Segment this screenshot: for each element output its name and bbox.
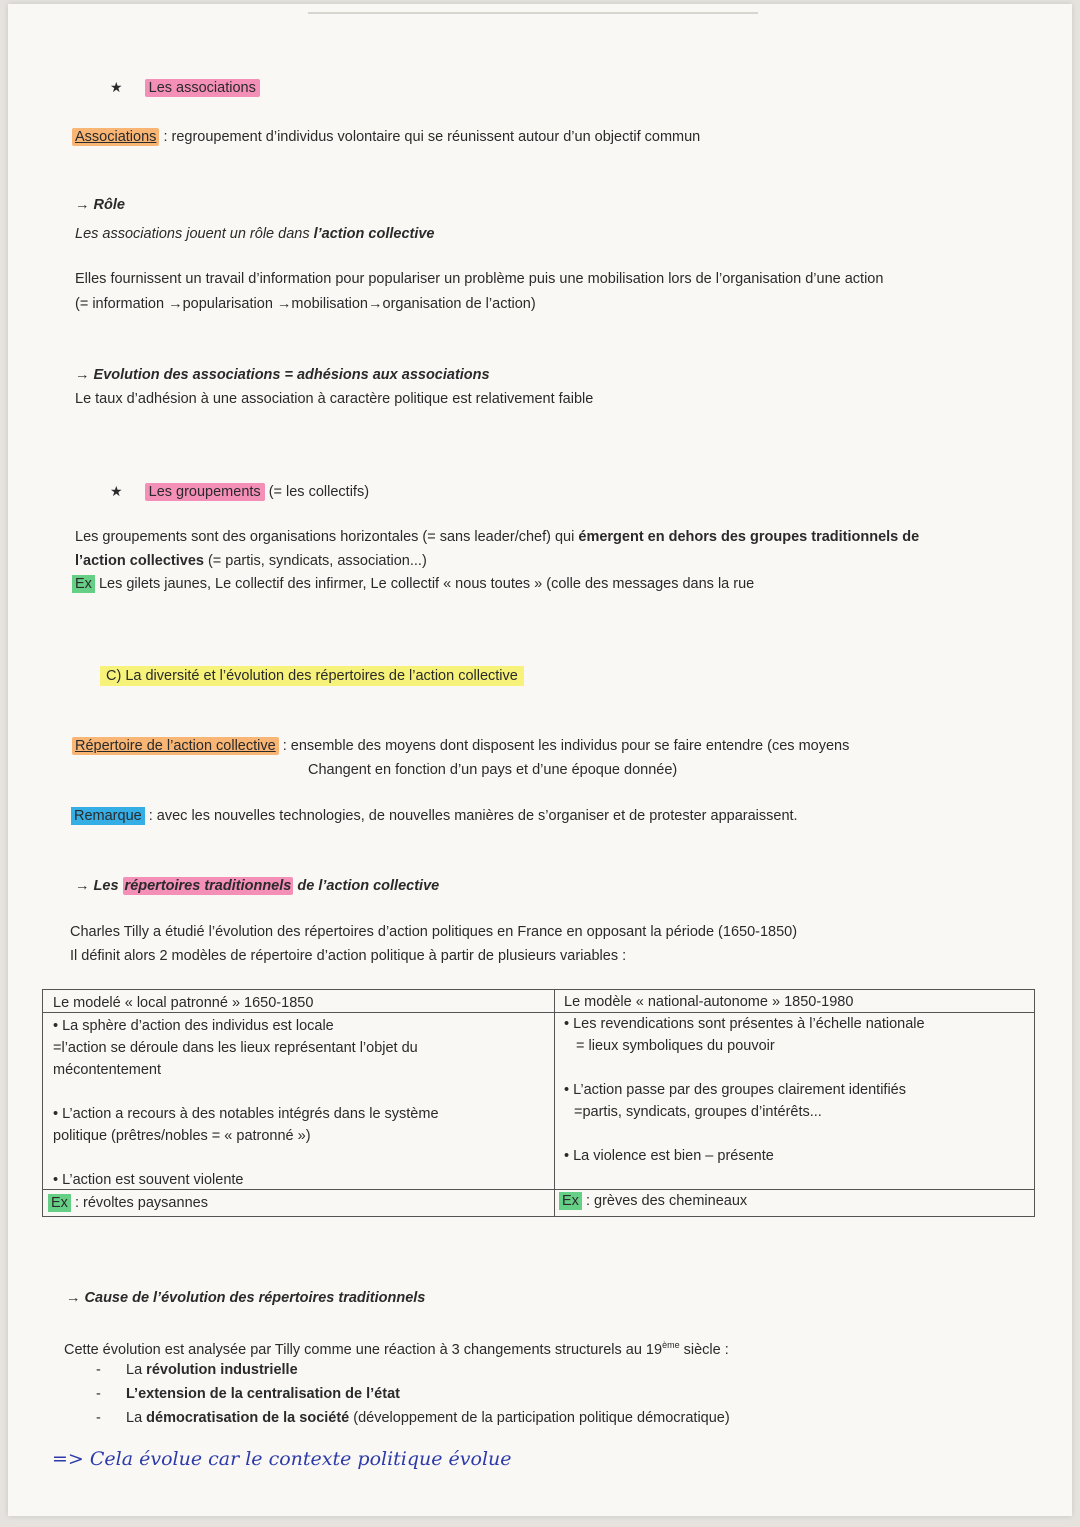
groupements-example [72,573,754,595]
evolution-title-row [75,364,490,386]
associations-definition: : regroupement d’individus volontaire qui se réunissent autour d’un objectif commun [163,129,701,145]
cause-item-bold: démocratisation de la société [146,1410,350,1426]
cause-title: Cause de l’évolution des répertoires traditionnels [84,1290,426,1306]
example-text: : révoltes paysannes [70,1195,208,1211]
example-label: Ex [72,575,95,593]
associations-heading-row [110,76,260,99]
cause-title-row [66,1287,425,1309]
example-label: Ex [48,1194,71,1212]
info-line-2 [75,293,536,315]
trad-title-highlight: répertoires traditionnels [124,878,292,894]
role-title-row [75,194,125,216]
cause-list-item [96,1383,400,1405]
dash-bullet: - [96,1410,101,1426]
cause-list-item [96,1407,730,1429]
left-model-line: politique (prêtres/nobles = « patronné ») [53,1128,311,1144]
groupements-line-1 [75,526,919,548]
groupements-heading: Les groupements [145,483,265,501]
models-table [42,989,1035,1217]
right-model-line: • L’action passe par des groupes clairement identifiés [564,1082,906,1098]
cause-intro [64,1334,729,1361]
right-model-example [559,1190,747,1212]
role-text-part: Les associations jouent un rôle dans [75,226,314,242]
trad-title-part: Les [93,878,123,894]
right-model-header: Le modèle « national-autonome » 1850-1980 [564,994,854,1010]
role-text [75,223,435,245]
cause-intro-sup: ème [662,1340,680,1350]
arrow-right-icon: → [75,197,90,213]
left-model-line: • L’action est souvent violente [53,1172,244,1188]
cause-item-bold: L’extension de la centralisation de l’état [126,1386,400,1402]
tilly-line-1: Charles Tilly a étudié l’évolution des répertoires d’action politiques en France en opposant la période (1650-1850) [70,924,798,940]
trad-title-row [75,875,439,897]
tilly-line-2: Il définit alors 2 modèles de répertoire d’action politique à partir de plusieurs variables : [70,948,627,964]
groupements-text-bold: émergent en dehors des groupes traditionnels de [578,529,920,545]
groupements-text: Les groupements sont des organisations horizontales (= sans leader/chef) qui [75,529,579,545]
arrow-right-icon: → [276,296,292,312]
table-column-divider [554,990,555,1216]
left-model-line: • L’action a recours à des notables intégrés dans le système [53,1106,439,1122]
dash-bullet: - [96,1362,101,1378]
left-model-example [48,1192,208,1214]
page-top-rule [308,12,758,14]
example-text: Les gilets jaunes, Le collectif des infirmer, Le collectif « nous toutes » (colle des messages dans la rue [94,576,755,592]
dash-bullet: - [96,1386,101,1402]
star-bullet-icon: ★ [110,79,123,95]
info-step: popularisation [182,296,277,312]
example-text: : grèves des chemineaux [581,1193,748,1209]
remarque-row [71,805,798,827]
trad-title-part: de l’action collective [293,878,440,894]
info-line-1: Elles fournissent un travail d’information pour populariser un problème puis une mobilisation lors de l’organisation d’une action [75,271,884,287]
associations-term: Associations [72,128,159,146]
groupements-text-bold: l’action collectives [75,553,204,569]
evolution-text: Le taux d’adhésion à une association à caractère politique est relativement faible [75,391,594,407]
left-model-line: =l’action se déroule dans les lieux représentant l’objet du [53,1040,418,1056]
cause-list-item [96,1359,298,1381]
evolution-title: Evolution des associations = adhésions aux associations [93,367,490,383]
cause-item-text: La [126,1362,147,1378]
cause-intro-text: siècle : [679,1341,729,1358]
star-bullet-icon: ★ [110,483,123,499]
right-model-line: • Les revendications sont présentes à l’échelle nationale [564,1016,925,1032]
right-model-line: =partis, syndicats, groupes d’intérêts... [574,1104,822,1120]
repertoire-term: Répertoire de l’action collective [72,737,279,755]
groupements-heading-row [110,480,369,503]
right-model-line: = lieux symboliques du pouvoir [576,1038,775,1054]
right-model-line: • La violence est bien – présente [564,1148,774,1164]
cause-intro-text: Cette évolution est analysée par Tilly comme une réaction à 3 changements structurels au 19 [64,1341,663,1358]
arrow-right-icon: → [168,296,183,312]
associations-heading: Les associations [145,79,260,97]
left-model-line: • La sphère d’action des individus est locale [53,1018,334,1034]
info-step: organisation de l’action) [382,296,536,312]
left-model-line: mécontentement [53,1062,162,1078]
repertoire-definition: : ensemble des moyens dont disposent les individus pour se faire entendre (ces moyens [278,738,850,754]
repertoire-definition-row [72,735,849,757]
cause-item-text: La [126,1410,147,1426]
arrow-right-icon: → [75,367,90,383]
example-label: Ex [559,1192,582,1210]
groupements-text: (= partis, syndicats, association...) [203,553,427,569]
remarque-text: : avec les nouvelles technologies, de nouvelles manières de s’organiser et de protester apparaissent. [144,808,798,824]
handwritten-conclusion: => Cela évolue car le contexte politique évolue [52,1448,512,1470]
info-step: (= information [75,296,169,312]
role-title: Rôle [93,197,125,213]
groupements-line-2 [75,550,427,572]
remarque-label: Remarque [71,807,145,825]
groupements-heading-suffix: (= les collectifs) [264,484,370,500]
repertoire-definition-cont: Changent en fonction d’un pays et d’une époque donnée) [308,762,678,778]
cause-item-text: (développement de la participation politique démocratique) [349,1410,730,1426]
section-c-heading-row [100,665,524,687]
left-model-header: Le modelé « local patronné » 1650-1850 [53,995,314,1011]
info-step: mobilisation [291,296,368,312]
role-text-bold: l’action collective [313,226,435,242]
arrow-right-icon: → [75,878,90,894]
section-c-heading: C) La diversité et l’évolution des répertoires de l’action collective [100,666,524,686]
associations-definition-row [72,126,700,148]
cause-item-bold: révolution industrielle [146,1362,298,1378]
arrow-right-icon: → [368,296,383,312]
arrow-right-icon: → [66,1290,81,1306]
